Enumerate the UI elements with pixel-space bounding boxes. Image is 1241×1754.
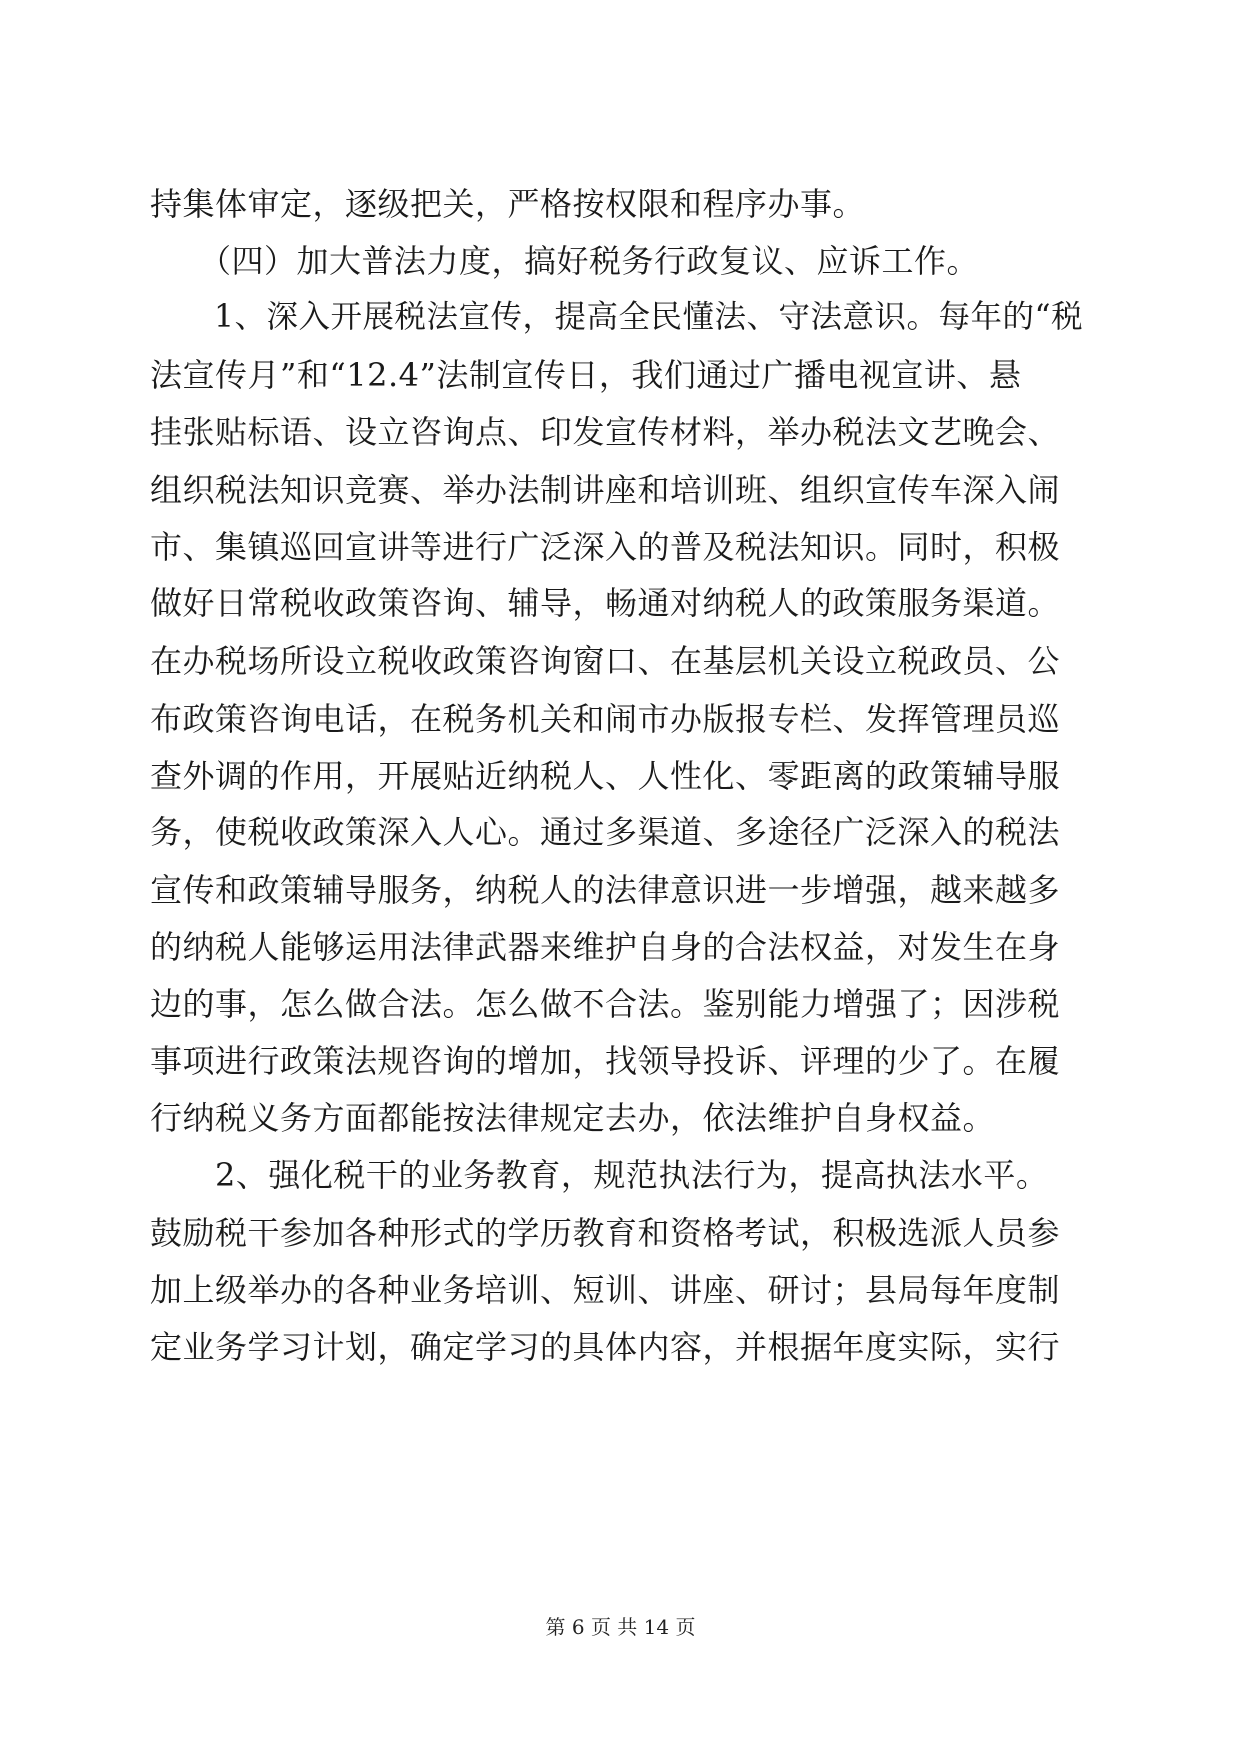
text-line: 务，使税收政策深入人心。通过多渠道、多途径广泛深入的税法 <box>150 813 1061 851</box>
text-line: 2、强化税干的业务教育，规范执法行为，提高执法水平。 <box>150 1156 1049 1194</box>
text-line: 1、深入开展税法宣传，提高全民懂法、守法意识。每年的“税 <box>150 299 1084 335</box>
text-line: 布政策咨询电话，在税务机关和闹市办版报专栏、发挥管理员巡 <box>150 700 1061 738</box>
text-line: 持集体审定，逐级把关，严格按权限和程序办事。 <box>150 185 866 223</box>
text-line: 加上级举办的各种业务培训、短训、讲座、研讨；县局每年度制 <box>150 1271 1061 1309</box>
text-line: 法宣传月”和“12.4”法制宣传日，我们通过广播电视宣讲、悬 <box>150 356 1022 394</box>
text-line: 查外调的作用，开展贴近纳税人、人性化、零距离的政策辅导服 <box>150 757 1061 795</box>
text-line: 组织税法知识竞赛、举办法制讲座和培训班、组织宣传车深入闹 <box>150 471 1061 509</box>
text-line: 做好日常税收政策咨询、辅导，畅通对纳税人的政策服务渠道。 <box>150 584 1061 622</box>
text-line: 挂张贴标语、设立咨询点、印发宣传材料，举办税法文艺晚会、 <box>150 413 1061 451</box>
page-number-footer: 第 6 页 共 14 页 <box>545 1615 696 1639</box>
text-line: 边的事，怎么做合法。怎么做不合法。鉴别能力增强了；因涉税 <box>150 985 1061 1023</box>
text-line: 宣传和政策辅导服务，纳税人的法律意识进一步增强，越来越多 <box>150 871 1061 909</box>
text-line: （四）加大普法力度，搞好税务行政复议、应诉工作。 <box>150 242 980 280</box>
text-line: 在办税场所设立税收政策咨询窗口、在基层机关设立税政员、公 <box>150 642 1061 680</box>
text-line: 市、集镇巡回宣讲等进行广泛深入的普及税法知识。同时，积极 <box>150 528 1061 566</box>
text-line: 的纳税人能够运用法律武器来维护自身的合法权益，对发生在身 <box>150 928 1061 966</box>
text-line: 鼓励税干参加各种形式的学历教育和资格考试，积极选派人员参 <box>150 1214 1061 1252</box>
text-line: 定业务学习计划，确定学习的具体内容，并根据年度实际，实行 <box>150 1328 1061 1366</box>
text-line: 行纳税义务方面都能按法律规定去办，依法维护自身权益。 <box>150 1099 996 1137</box>
text-line: 事项进行政策法规咨询的增加，找领导投诉、评理的少了。在履 <box>150 1042 1061 1080</box>
